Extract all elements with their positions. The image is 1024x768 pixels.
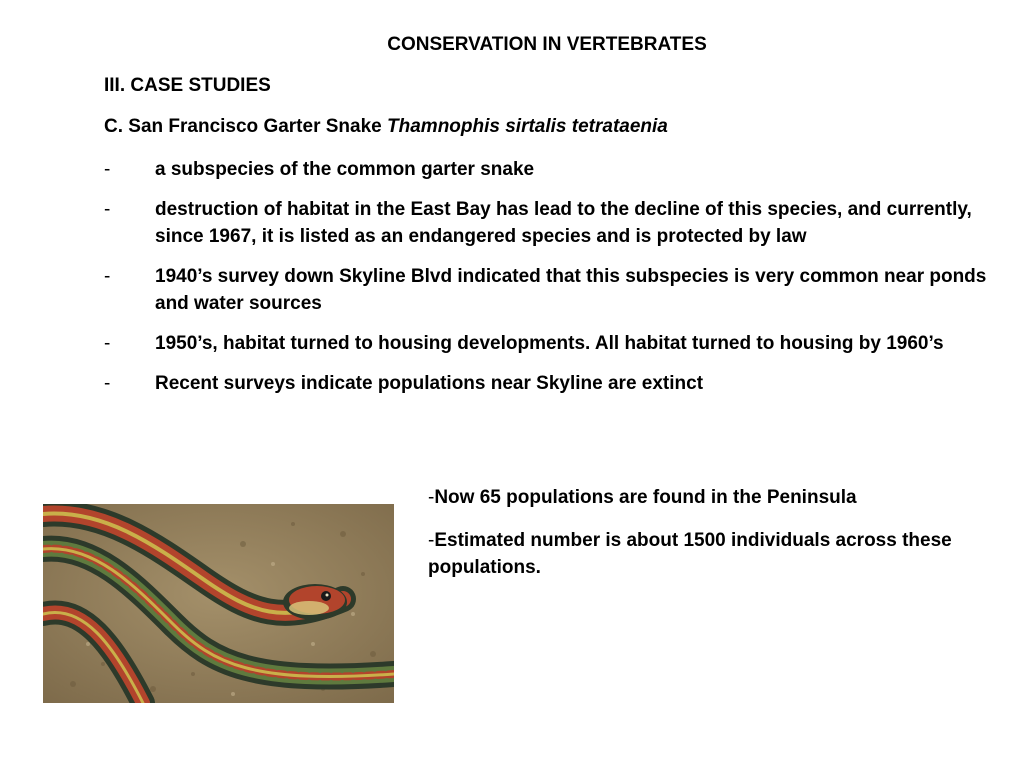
- bullet-text: Recent surveys indicate populations near Skyline are extinct: [155, 373, 704, 394]
- bullet-item: [104, 263, 994, 317]
- bullet-item: [104, 156, 994, 183]
- bullet-marker: -: [104, 373, 111, 394]
- bullet-item: [104, 370, 994, 397]
- bullet-item: [104, 196, 994, 250]
- population-notes: [428, 484, 988, 597]
- case-heading: [104, 116, 668, 138]
- snake-head: [283, 584, 347, 620]
- bullet-text: destruction of habitat in the East Bay has lead to the decline of this species, and currently, since 1967, it is listed as an endangered species and is protected by law: [155, 199, 972, 247]
- slide-title: CONSERVATION IN VERTEBRATES: [387, 34, 707, 55]
- bullet-marker: -: [104, 266, 111, 287]
- garter-snake-photo: [43, 504, 394, 703]
- bullet-text: 1940’s survey down Skyline Blvd indicated that this subspecies is very common near ponds and water sources: [155, 266, 987, 314]
- note-marker: -: [428, 487, 435, 508]
- scientific-name: Thamnophis sirtalis tetrataenia: [387, 116, 668, 137]
- bullet-marker: -: [104, 199, 111, 220]
- note-text: Estimated number is about 1500 individuals across these populations.: [428, 530, 952, 578]
- bullet-item: [104, 330, 994, 357]
- note-item: [428, 484, 988, 511]
- bullet-marker: -: [104, 333, 111, 354]
- bullet-text: 1950’s, habitat turned to housing developments. All habitat turned to housing by 1960’s: [155, 333, 944, 354]
- bullet-list: [104, 156, 994, 410]
- bullet-marker: -: [104, 159, 111, 180]
- case-label: C. San Francisco Garter Snake: [104, 116, 382, 137]
- section-heading: III. CASE STUDIES: [104, 75, 271, 96]
- note-text: Now 65 populations are found in the Peninsula: [434, 487, 857, 508]
- note-item: [428, 527, 988, 581]
- bullet-text: a subspecies of the common garter snake: [155, 159, 535, 180]
- snake-illustration: [43, 504, 394, 703]
- note-marker: -: [428, 530, 435, 551]
